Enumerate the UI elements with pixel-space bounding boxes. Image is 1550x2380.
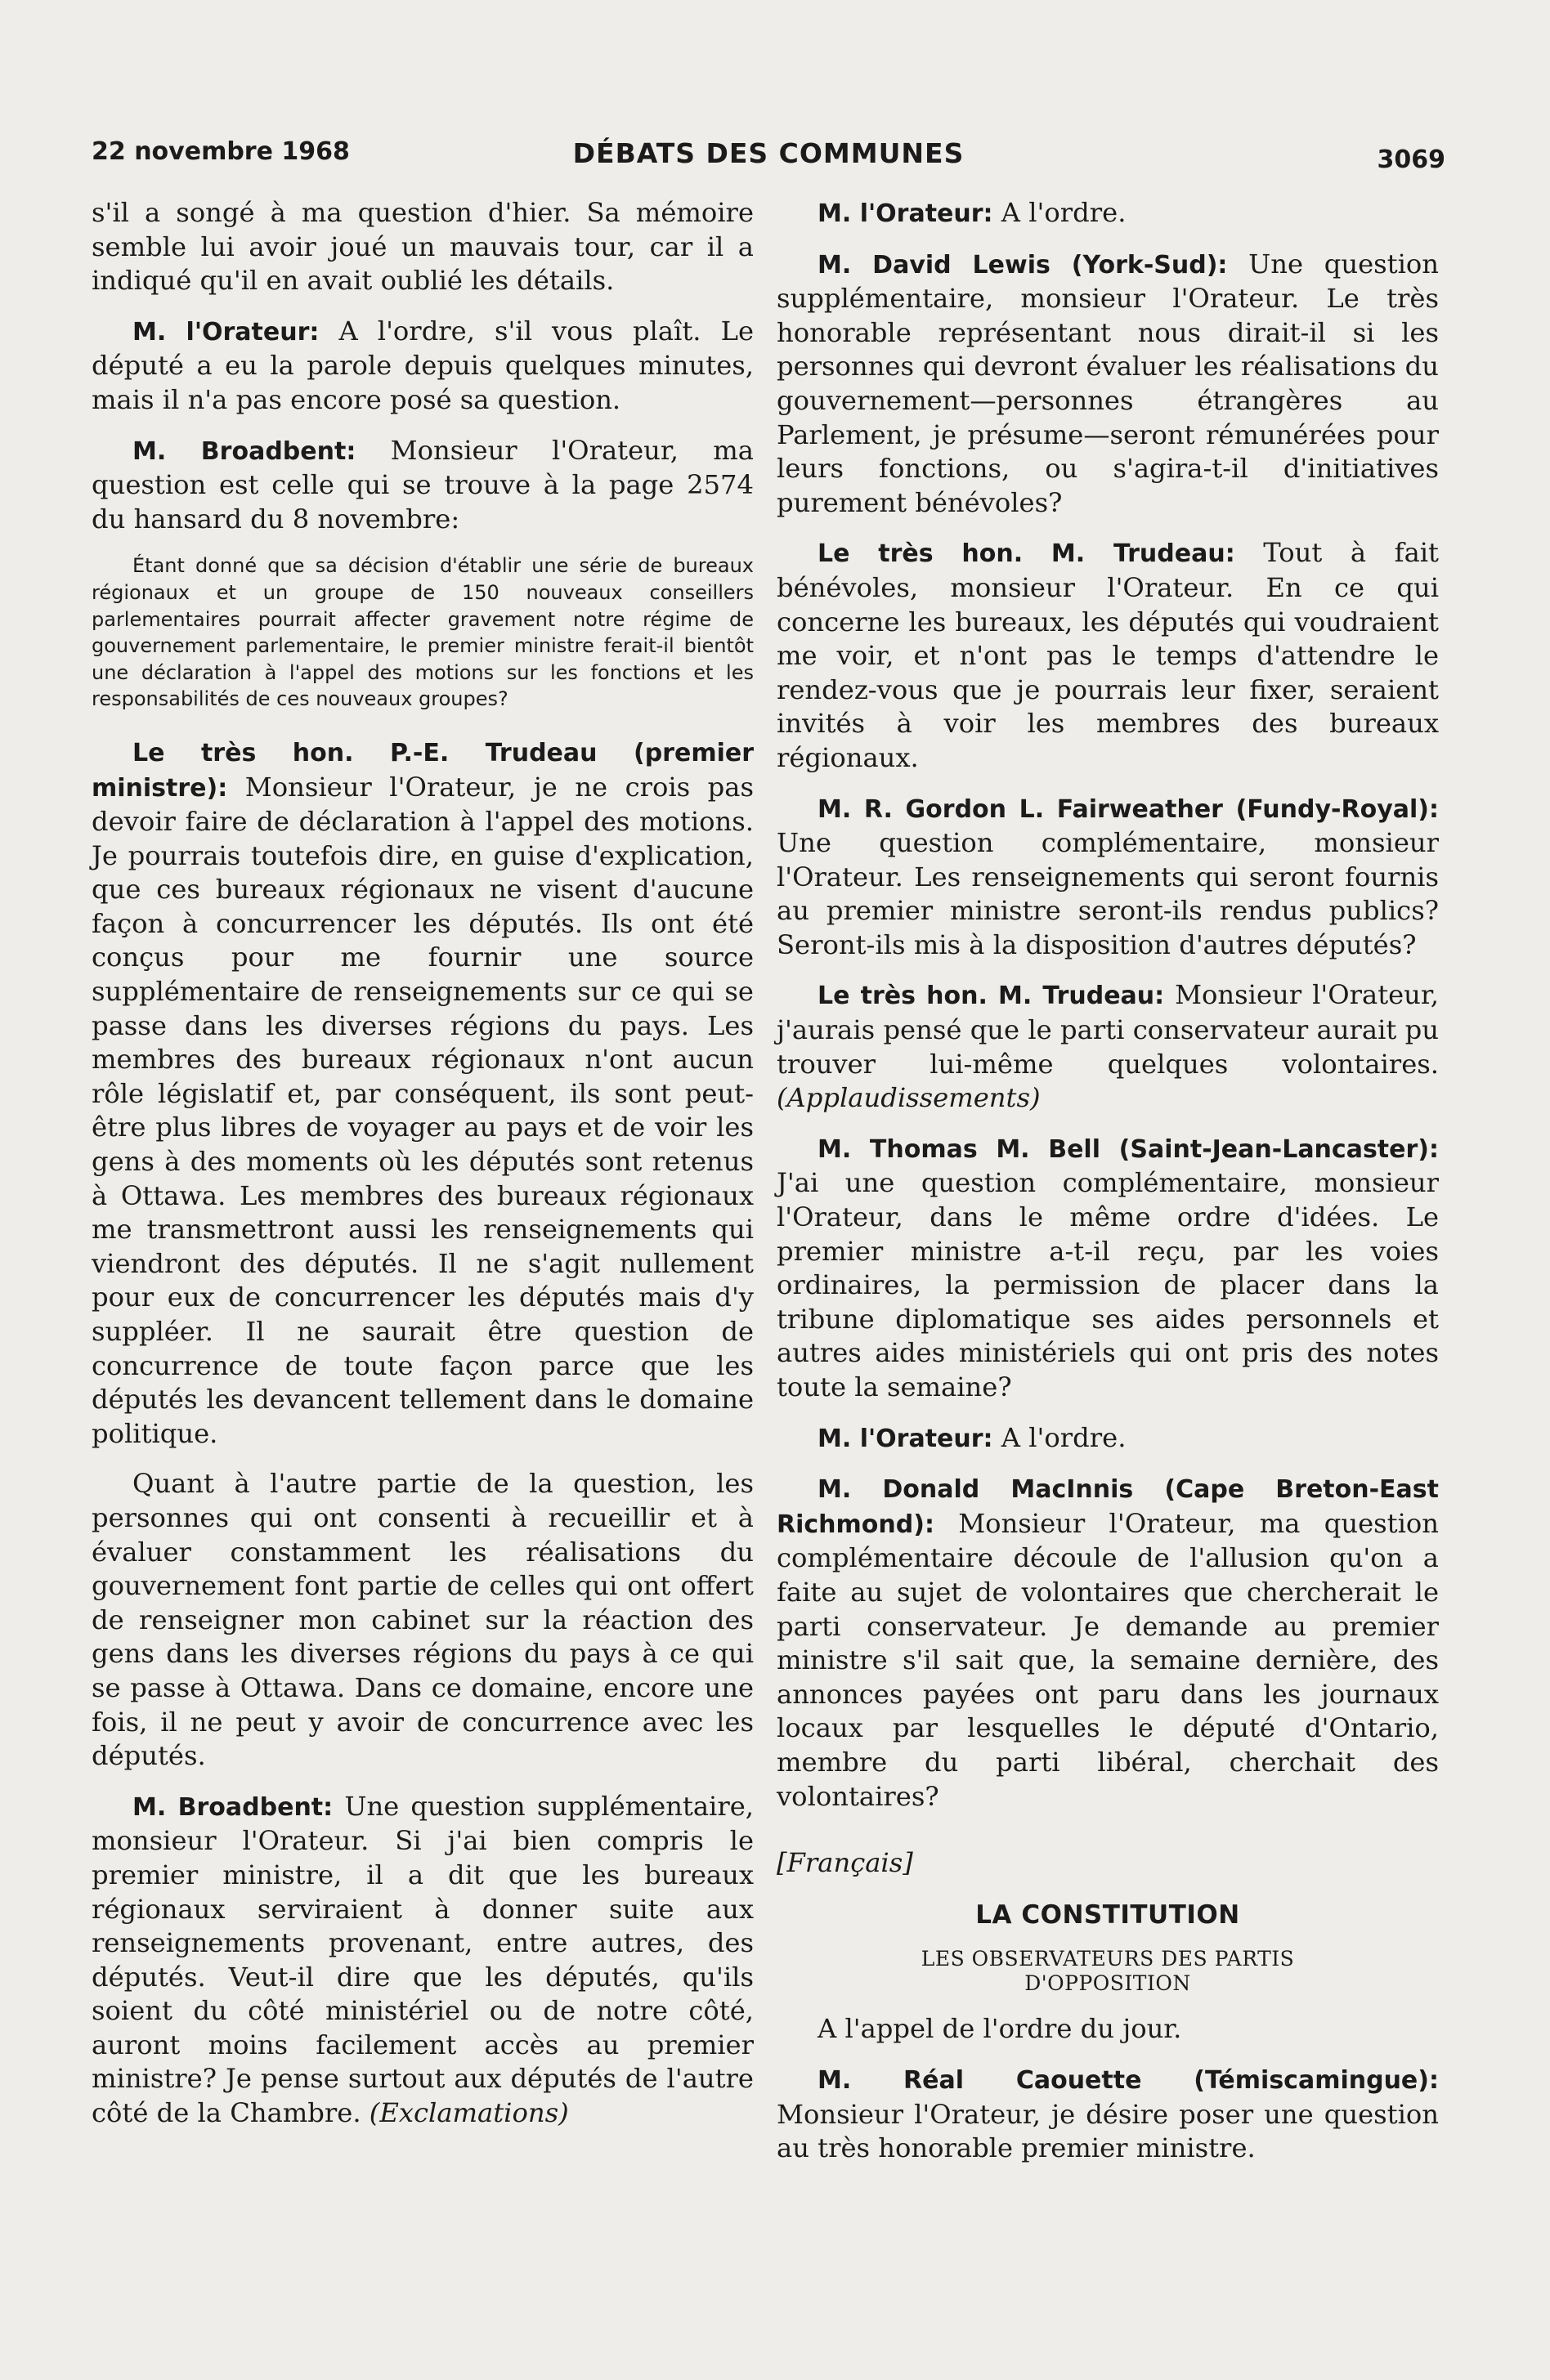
- section-subtitle: [777, 1947, 1439, 1996]
- page-number: 3069: [1377, 145, 1445, 174]
- paragraph: Le très hon. P.-E. Trudeau (premier ministre): Monsieur l'Orateur, je ne crois pas devoir faire de déclaration à l'appel des motions. Je pourrais toutefois dire, en guise d'explication, que ces bureaux régionaux ne visent d'aucune façon à concurrencer les députés. Ils ont été conçus pour me fournir une source supplémentaire de renseignements sur ce qui se passe dans les diverses régions du pays. Les membres des bureaux régionaux n'ont aucun rôle législatif et, par conséquent, ils sont peut-être plus libres de voyager au pays et de voir les gens à des moments où les députés sont retenus à Ottawa. Les membres des bureaux régionaux me transmettront aussi les renseignements qui viendront des députés. Il ne s'agit nullement pour eux de concurrencer les députés mais d'y suppléer. Il ne saurait être question de concurrence de toute façon parce que les députés les devancent tellement dans le domaine politique.: [92, 738, 754, 1449]
- paragraph: A l'appel de l'ordre du jour.: [818, 2013, 1182, 2045]
- paragraph: M. David Lewis (York-Sud): Une question supplémentaire, monsieur l'Orateur. Le très honorable représentant nous dirait-il si les personnes qui devront évaluer les réalisations du gouvernement—personnes étrangères au Parlement, je présume—seront rémunérées pour leurs fonctions, ou s'agira-t-il d'initiatives purement bénévoles?: [777, 248, 1440, 518]
- stage-direction: (Applaudissements): [777, 1082, 1041, 1114]
- speaker-name: Le très hon. M. Trudeau:: [818, 982, 1165, 1011]
- paragraph: Quant à l'autre partie de la question, les personnes qui ont consenti à recueillir et à évaluer constamment les réalisations du gouvernement font partie de celles qui ont offert de renseigner mon cabinet sur la réaction des gens dans les diverses régions du pays à ce qui se passe à Ottawa. Dans ce domaine, encore une fois, il ne peut y avoir de concurrence avec les députés.: [92, 1468, 754, 1772]
- speaker-name: M. David Lewis (York-Sud):: [818, 250, 1228, 280]
- speaker-name: M. R. Gordon L. Fairweather (Fundy-Royal):: [818, 794, 1439, 824]
- paragraph: M. l'Orateur: A l'ordre, s'il vous plaît. Le député a eu la parole depuis quelques minutes, mais il n'a pas encore posé sa question.: [92, 315, 754, 415]
- language-marker: [Français]: [777, 1847, 913, 1879]
- left-column: [92, 196, 754, 2147]
- speaker-name: M. Thomas M. Bell (Saint-Jean-Lancaster):: [818, 1134, 1439, 1164]
- paragraph: M. Broadbent: Monsieur l'Orateur, ma question est celle qui se trouve à la page 2574 du hansard du 8 novembre:: [92, 434, 754, 535]
- paragraph: M. Thomas M. Bell (Saint-Jean-Lancaster): J'ai une question complémentaire, monsieur l'Orateur, dans le même ordre d'idées. Le premier ministre a-t-il reçu, par les voies ordinaires, la permission de placer dans la tribune diplomatique ses aides personnels et autres aides ministériels qui ont pris des notes toute la semaine?: [777, 1134, 1439, 1402]
- subtitle-line: LES OBSERVATEURS DES PARTIS: [921, 1947, 1295, 1971]
- paragraph: M. l'Orateur: A l'ordre.: [818, 1421, 1127, 1453]
- header-date: 22 novembre 1968: [92, 137, 350, 166]
- page-header: [92, 137, 1445, 178]
- paragraph: M. Broadbent: Une question supplémentaire, monsieur l'Orateur. Si j'ai bien compris le premier ministre, il a dit que les bureaux régionaux serviraient à donner suite aux renseignements provenant, entre autres, des députés. Veut-il dire que les députés, qu'ils soient du côté ministériel ou de notre côté, auront moins facilement accès au premier ministre? Je pense surtout aux députés de l'autre côté de la Chambre. (Exclamations): [92, 1790, 755, 2129]
- speaker-name: Le très hon. M. Trudeau:: [818, 539, 1235, 569]
- header-title: DÉBATS DES COMMUNES: [572, 137, 965, 169]
- paragraph: s'il a songé à ma question d'hier. Sa mémoire semble lui avoir joué un mauvais tour, car il a indiqué qu'il en avait oublié les détails.: [92, 197, 754, 297]
- paragraph: M. Réal Caouette (Témiscamingue): Monsieur l'Orateur, je désire poser une question au très honorable premier ministre.: [777, 2065, 1439, 2164]
- speaker-name: M. Réal Caouette (Témiscamingue):: [818, 2065, 1439, 2095]
- paragraph: Le très hon. M. Trudeau: Tout à fait bénévoles, monsieur l'Orateur. En ce qui concerne les bureaux, les députés qui voudraient me voir, et n'ont pas le temps d'attendre le rendez-vous que je pourrais leur fixer, seraient invités à voir les membres des bureaux régionaux.: [777, 537, 1439, 773]
- stage-direction: (Exclamations): [369, 2097, 569, 2129]
- speaker-name: Le très hon. P.-E. Trudeau (premier ministre):: [92, 738, 754, 803]
- right-column: [777, 196, 1439, 2182]
- section-title: LA CONSTITUTION: [975, 1899, 1240, 1930]
- paragraph: M. l'Orateur: A l'ordre.: [818, 197, 1127, 228]
- speaker-name: M. Donald MacInnis (Cape Breton-East Richmond):: [777, 1475, 1439, 1539]
- speaker-name: M. Broadbent:: [132, 1792, 334, 1822]
- paragraph: Le très hon. M. Trudeau: Monsieur l'Orateur, j'aurais pensé que le parti conservateur aurait pu trouver lui-même quelques volontaires. (Applaudissements): [777, 979, 1439, 1114]
- speaker-name: M. Broadbent:: [132, 436, 356, 466]
- speaker-name: M. l'Orateur:: [818, 1424, 993, 1453]
- speaker-name: M. l'Orateur:: [132, 317, 320, 347]
- paragraph: M. Donald MacInnis (Cape Breton-East Richmond): Monsieur l'Orateur, ma question complémentaire découle de l'allusion qu'on a faite au sujet de volontaires que chercherait le parti conservateur. Je demande au premier ministre s'il sait que, la semaine dernière, des annonces payées ont paru dans les journaux locaux par lesquelles le député d'Ontario, membre du parti libéral, cherchait des volontaires?: [777, 1475, 1439, 1812]
- speaker-name: M. l'Orateur:: [818, 199, 993, 228]
- quoted-question: Étant donné que sa décision d'établir une série de bureaux régionaux et un groupe de 150 nouveaux conseillers parlementaires pourrait affecter gravement notre régime de gouvernement parlementaire, le premier ministre ferait-il bientôt une déclaration à l'appel des motions sur les fonctions et les responsabilités de ces nouveaux groupes?: [92, 554, 754, 711]
- paragraph: M. R. Gordon L. Fairweather (Fundy-Royal): Une question complémentaire, monsieur l'Orateur. Les renseignements qui seront fournis au premier ministre seront-ils rendus publics? Seront-ils mis à la disposition d'autres députés?: [777, 794, 1439, 960]
- subtitle-line: D'OPPOSITION: [1024, 1971, 1191, 1996]
